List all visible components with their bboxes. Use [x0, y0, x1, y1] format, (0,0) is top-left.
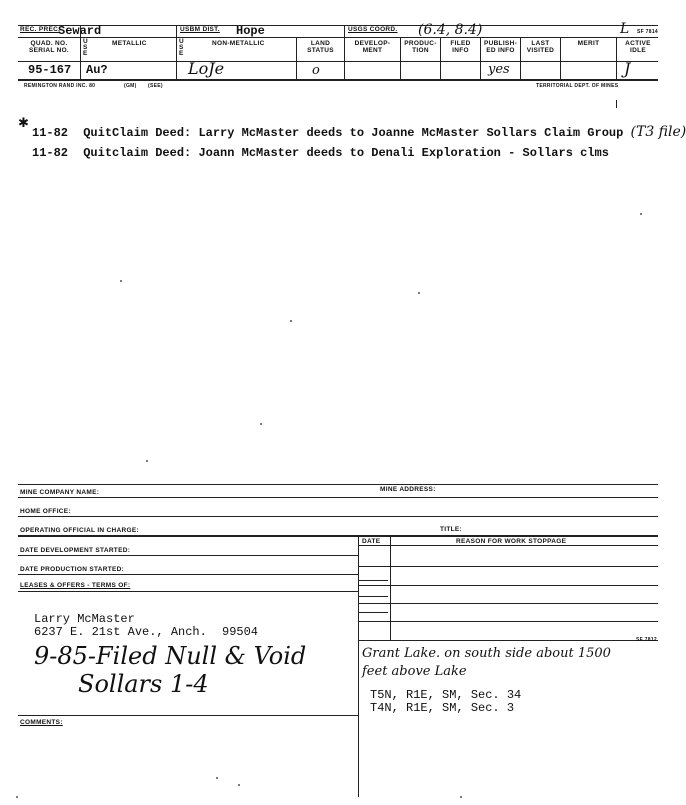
home-office-label: HOME OFFICE:	[20, 508, 71, 515]
speck	[290, 320, 292, 322]
comments-label: COMMENTS:	[20, 719, 63, 726]
footer-code-2: (SEE)	[148, 83, 163, 89]
col-filed-info: FILED INFO	[450, 40, 471, 54]
speck	[260, 423, 262, 425]
footer-code-1: (GM)	[124, 83, 137, 89]
speck	[120, 280, 122, 282]
col-production: PRODUC-TION	[404, 40, 437, 54]
entry-date: 11-82	[32, 146, 69, 160]
usbm-dist-value: Hope	[236, 24, 265, 38]
legal-description-2: T4N, R1E, SM, Sec. 3	[370, 701, 515, 715]
owner-address: 6237 E. 21st Ave., Anch.	[34, 625, 207, 639]
active-idle-value: J	[624, 59, 631, 78]
date-column-header: DATE	[362, 538, 381, 545]
speck	[418, 292, 420, 294]
col-last-visited: LAST VISITED	[526, 40, 555, 54]
legal-description-1: T5N, R1E, SM, Sec. 34	[370, 688, 522, 702]
entry-row-1	[32, 124, 686, 140]
footer-territorial: TERRITORIAL DEPT. OF MINES	[536, 83, 619, 89]
col-serial-label: SERIAL NO.	[28, 47, 70, 54]
entry-note: (T3 file)	[630, 124, 686, 140]
col-active-idle: ACTIVE IDLE	[625, 40, 651, 54]
tick-mark	[616, 100, 617, 108]
handwritten-void-note: 9-85-Filed Null & Void	[34, 642, 307, 670]
stamp-mark: ✱	[18, 115, 29, 130]
reason-column-header: REASON FOR WORK STOPPAGE	[456, 538, 567, 545]
usbm-dist-label: USBM DIST.	[180, 26, 220, 33]
form-code: SF 7814	[637, 29, 659, 35]
col-published-info: PUBLISH-ED INFO	[483, 40, 518, 54]
rec-prec-label: REC. PREC.	[20, 26, 61, 33]
location-note-1: Grant Lake. on south side about 1500	[362, 646, 611, 661]
entry-row-2	[32, 146, 609, 160]
published-info-value: yes	[488, 62, 510, 77]
entry-text: QuitClaim Deed: Larry McMaster deeds to Joanne McMaster Sollars Claim Group	[83, 126, 624, 140]
leases-label: LEASES & OFFERS - TERMS OF:	[20, 582, 131, 589]
col-metallic: METALLIC	[112, 40, 147, 47]
speck	[460, 796, 462, 798]
usgs-coord-value: (6.4, 8.4)	[418, 22, 483, 38]
mine-address-label: MINE ADDRESS:	[380, 486, 436, 493]
owner-name: Larry McMaster	[34, 612, 135, 626]
col-quad-label: QUAD. NO.	[30, 40, 68, 47]
land-status-value: o	[312, 63, 320, 78]
col-quad-serial	[20, 40, 78, 54]
entry-text: Quitclaim Deed: Joann McMaster deeds to Denali Exploration - Sollars clms	[83, 146, 609, 160]
metallic-value: Au?	[86, 63, 108, 77]
col-nonmetallic-prefix: U S E	[179, 38, 184, 57]
col-development: DEVELOP-MENT	[354, 40, 391, 54]
speck	[146, 460, 148, 462]
date-development-label: DATE DEVELOPMENT STARTED:	[20, 547, 131, 554]
entry-date: 11-82	[32, 126, 69, 140]
operating-official-label: OPERATING OFFICIAL IN CHARGE:	[20, 527, 139, 534]
speck	[16, 796, 18, 798]
location-note-2: feet above Lake	[362, 664, 467, 679]
speck	[640, 213, 642, 215]
usgs-coord-label: USGS COORD.	[348, 26, 398, 33]
right-form-code: SF 7812	[636, 637, 658, 643]
corner-mark: L	[620, 21, 630, 37]
owner-zip: 99504	[222, 625, 259, 639]
rec-prec-value: Seward	[58, 24, 102, 38]
date-production-label: DATE PRODUCTION STARTED:	[20, 566, 125, 573]
speck	[238, 784, 240, 786]
col-merit: MERIT	[577, 40, 600, 47]
title-label: TITLE:	[440, 526, 463, 533]
speck	[216, 777, 218, 779]
footer-printer: REMINGTON RAND INC. 80	[24, 83, 96, 89]
col-land-status: LAND STATUS	[307, 40, 334, 54]
nonmetallic-value: LoJe	[188, 59, 225, 78]
handwritten-claim-name: Sollars 1-4	[78, 670, 209, 698]
col-nonmetallic: NON-METALLIC	[212, 40, 265, 47]
col-metallic-prefix: U S E	[83, 38, 88, 57]
quad-serial-value: 95-167	[28, 63, 72, 77]
mine-company-label: MINE COMPANY NAME:	[20, 489, 100, 496]
